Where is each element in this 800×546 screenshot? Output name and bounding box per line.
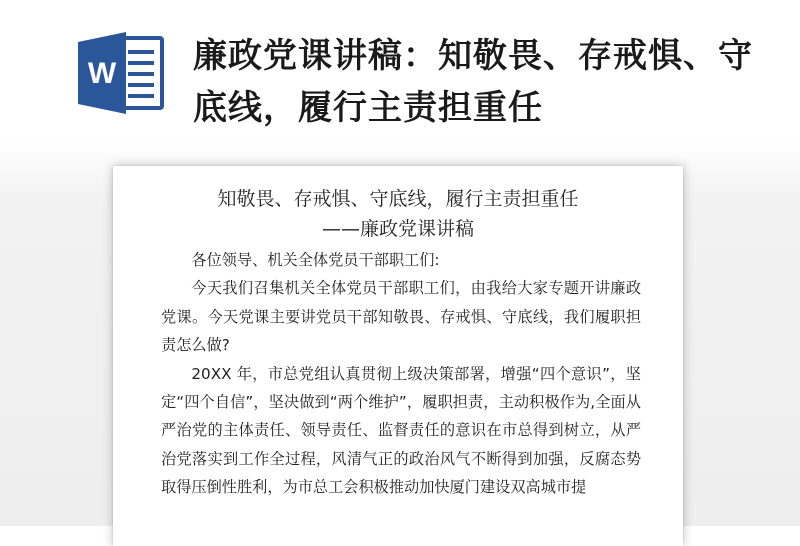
word-document-icon <box>78 32 168 114</box>
document-title: 知敬畏、存戒惧、守底线，履行主责担重任 <box>217 188 579 210</box>
svg-text:W: W <box>87 57 117 90</box>
paragraph-main: 20XX 年，市总党组认真贯彻上级决策部署，增强“四个意识”，坚定“四个自信”，坚决做到“两个维护”，履职担责，主动积极作为,全面从严治党的主体责任、领导责任、监督责任的意识在市总得到树立，从严治党落实到工作全过程，风清气正的政治风气不断得到加强，反腐态势取得压倒性胜利，为市总工会积极推动加快厦门建设双高城市提 <box>161 364 641 497</box>
document-page <box>113 166 683 546</box>
document-subtitle: ——廉政党课讲稿 <box>321 218 474 240</box>
document-body <box>161 246 641 502</box>
header-title: 廉政党课讲稿：知敬畏、存戒惧、守底线，履行主责担重任 <box>193 36 753 128</box>
paragraph-intro: 今天我们召集机关全体党员干部职工们，由我给大家专题开讲廉政党课。今天党课主要讲党员干部知敬畏、存戒惧、守底线，我们履职担责怎么做? <box>161 279 641 355</box>
paragraph-greeting: 各位领导、机关全体党员干部职工们: <box>191 251 440 269</box>
